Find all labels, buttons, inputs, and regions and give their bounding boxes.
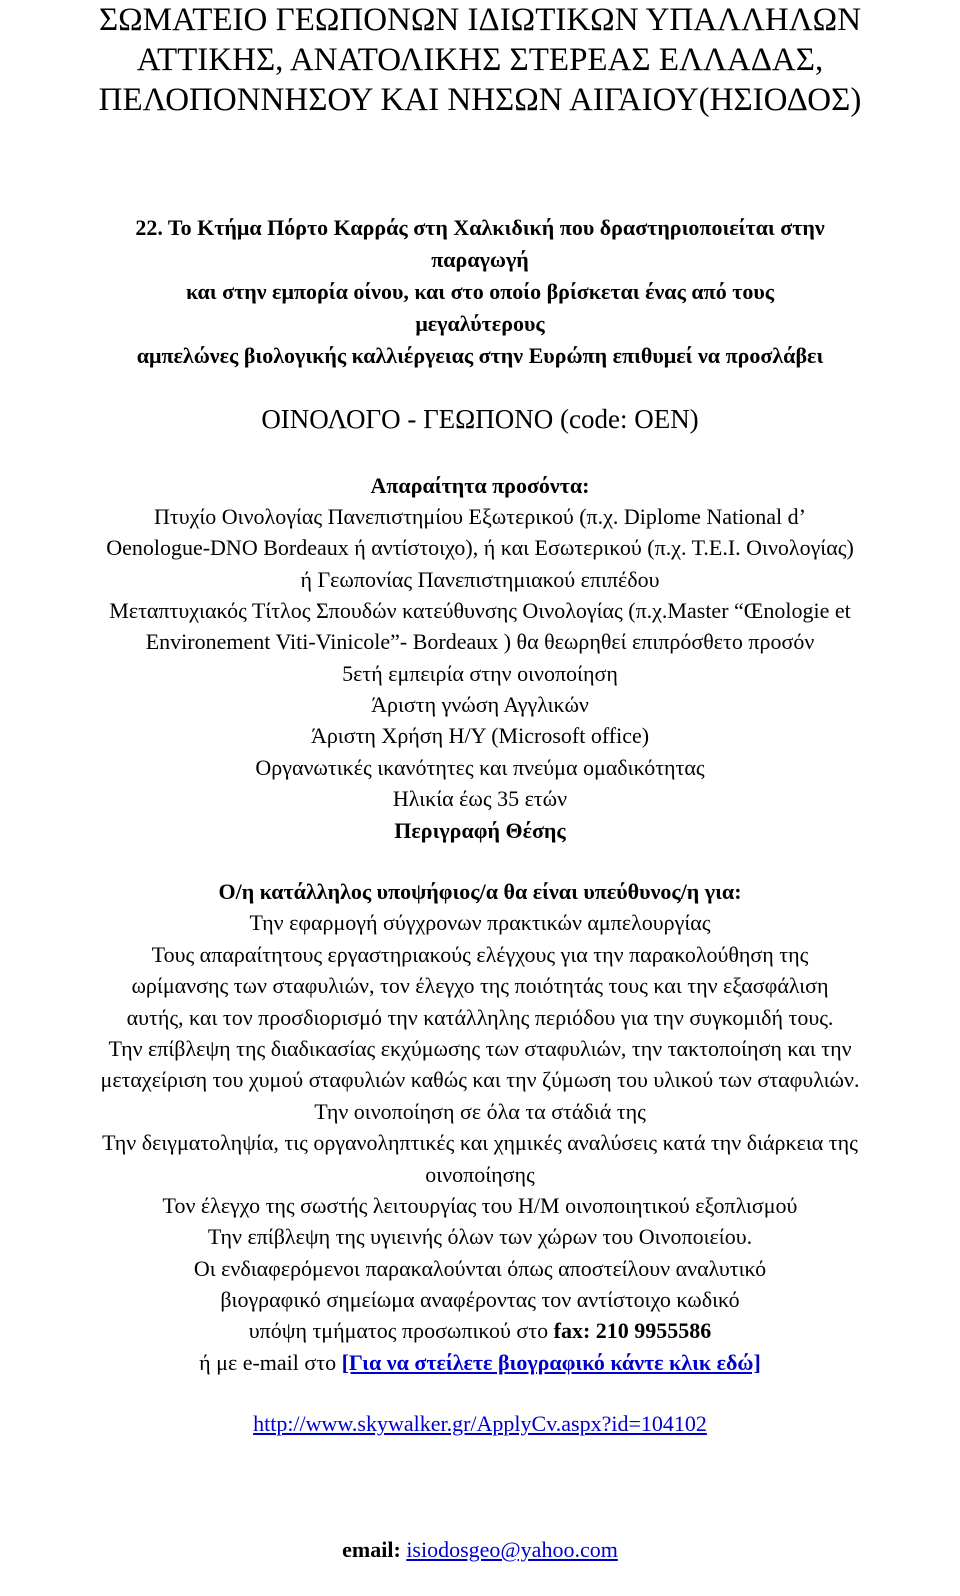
description-line: οινοποίησης (425, 1162, 535, 1187)
position-title: ΟΙΝΟΛΟΓΟ - ΓΕΩΠΟΝΟ (code: OEN) (261, 404, 699, 434)
requirement-line: Environement Viti-Vinicole”- Bordeaux ) θα θεωρηθεί επιπρόσθετο προσόν (145, 629, 815, 654)
footer-email-label: email: (342, 1537, 407, 1562)
footer-email-line (0, 1535, 960, 1565)
requirement-line: Μεταπτυχιακός Τίτλος Σπουδών κατεύθυνσης Οινολογίας (π.χ.Master “Œnologie et (109, 598, 851, 623)
intro-line-5: αμπελώνες βιολογικής καλλιέργειας στην Ευρώπη επιθυμεί να προσλάβει (136, 343, 824, 368)
description-line: Την επίβλεψη της διαδικασίας εκχύμωσης των σταφυλιών, την τακτοποίηση και την (108, 1036, 852, 1061)
header-title-line-2: ΑΤΤΙΚΗΣ, ΑΝΑΤΟΛΙΚΗΣ ΣΤΕΡΕΑΣ ΕΛΛΑΔΑΣ, (136, 42, 824, 78)
requirement-line: ή Γεωπονίας Πανεπιστημιακού επιπέδου (300, 567, 660, 592)
intro-line-3: και στην εμπορία οίνου, και στο οποίο βρίσκεται ένας από τους (185, 279, 775, 304)
description-line: αυτής, και τον προσδιορισμό την κατάλληλης περιόδου για την συγκομιδή τους. (126, 1005, 834, 1030)
description-line: μεταχείριση του χυμού σταφυλιών καθώς και την ζύμωση του υλικού των σταφυλιών. (100, 1067, 860, 1092)
description-line: Τους απαραίτητους εργαστηριακούς ελέγχους για την παρακολούθηση της (151, 942, 809, 967)
application-line-1: Οι ενδιαφερόμενοι παρακαλούνται όπως αποστείλουν αναλυτικό (193, 1256, 767, 1281)
requirement-line: Ηλικία έως 35 ετών (392, 786, 568, 811)
intro-line-2: παραγωγή (431, 247, 529, 272)
application-line-3-prefix: υπόψη τμήματος προσωπικού στο (248, 1318, 554, 1343)
application-line-4 (0, 1348, 960, 1378)
application-line-4-prefix: ή με e-mail στο (199, 1350, 342, 1375)
intro-line-1: 22. Το Κτήμα Πόρτο Καρράς στη Χαλκιδική που δραστηριοποιείται στην (135, 215, 825, 240)
description-heading: Περιγραφή Θέσης (394, 818, 566, 843)
header-title-line-3: ΠΕΛΟΠΟΝΝΗΣΟΥ ΚΑΙ ΝΗΣΩΝ ΑΙΓΑΙΟΥ(ΗΣΙΟΔΟΣ) (98, 82, 862, 118)
application-line-3 (0, 1316, 960, 1346)
requirements-heading: Απαραίτητα προσόντα: (370, 473, 590, 498)
requirement-line: Οργανωτικές ικανότητες και πνεύμα ομαδικότητας (255, 755, 705, 780)
description-line: Την οινοποίηση σε όλα τα στάδιά της (314, 1099, 646, 1124)
apply-url-line (0, 1409, 960, 1439)
requirement-line: Άριστη Χρήση Η/Υ (Microsoft office) (310, 723, 650, 748)
footer-email-link[interactable]: isiodosgeo@yahoo.com (406, 1537, 618, 1562)
description-line: Την δειγματοληψία, τις οργανοληπτικές και χημικές αναλύσεις κατά την διάρκεια της (102, 1130, 858, 1155)
description-line: Την εφαρμογή σύγχρονων πρακτικών αμπελουργίας (249, 910, 711, 935)
intro-line-4: μεγαλύτερους (415, 311, 545, 336)
fax-number: fax: 210 9955586 (553, 1318, 712, 1343)
description-subheading: Ο/η κατάλληλος υποψήφιος/α θα είναι υπεύθυνος/η για: (218, 879, 742, 904)
requirement-line: Πτυχίο Οινολογίας Πανεπιστημίου Εξωτερικού (π.χ. Diplome National d’ (153, 504, 806, 529)
application-line-2: βιογραφικό σημείωμα αναφέροντας τον αντίστοιχο κωδικό (220, 1287, 740, 1312)
description-line: ωρίμανσης των σταφυλιών, τον έλεγχο της ποιότητάς τους και την εξασφάλιση (131, 973, 829, 998)
send-cv-link[interactable]: [Για να στείλετε βιογραφικό κάντε κλικ εδώ] (341, 1350, 761, 1375)
description-line: Την επίβλεψη της υγιεινής όλων των χώρων του Οινοποιείου. (207, 1224, 753, 1249)
requirement-line: Oenologue-DNO Bordeaux ή αντίστοιχο), ή και Εσωτερικού (π.χ. Τ.Ε.Ι. Οινολογίας) (106, 535, 854, 560)
header-title-line-1: ΣΩΜΑΤΕΙΟ ΓΕΩΠΟΝΩΝ ΙΔΙΩΤΙΚΩΝ ΥΠΑΛΛΗΛΩΝ (98, 2, 862, 38)
requirement-line: Άριστη γνώση Αγγλικών (371, 692, 589, 717)
description-line: Τον έλεγχο της σωστής λειτουργίας του Η/Μ οινοποιητικού εξοπλισμού (162, 1193, 798, 1218)
requirement-line: 5ετή εμπειρία στην οινοποίηση (342, 661, 618, 686)
apply-url-link[interactable]: http://www.skywalker.gr/ApplyCv.aspx?id=104102 (253, 1411, 707, 1436)
